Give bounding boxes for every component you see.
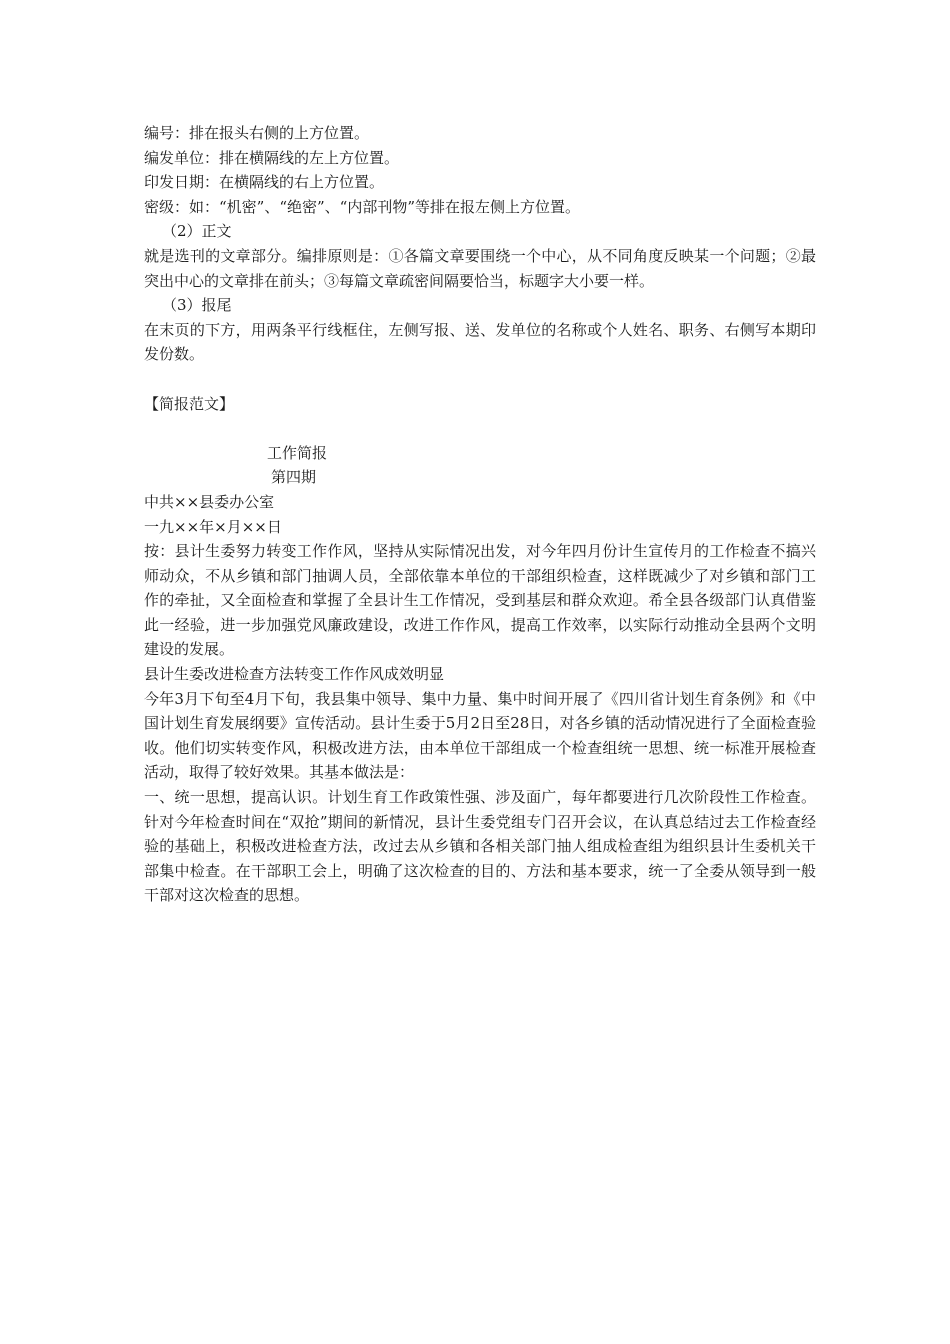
rule-issuer: 编发单位：排在横隔线的左上方位置。 [144, 148, 400, 167]
tail-section-text: 在末页的下方，用两条平行线框住，左侧写报、送、发单位的名称或个人姓名、职务、右侧写本期印发份数。 [144, 320, 816, 364]
rule-secret: 密级：如：“机密”、“绝密”、“内部刊物”等排在报左侧上方位置。 [144, 197, 581, 216]
tail-section-heading: （3）报尾 [162, 296, 232, 315]
spacer [144, 416, 816, 441]
body-section-heading: （2）正文 [162, 222, 232, 241]
article-title: 县计生委改进检查方法转变工作作风成效明显 [144, 665, 445, 684]
article-point-one: 一、统一思想，提高认识。计划生育工作政策性强、涉及面广，每年都要进行几次阶段性工作检查。针对今年检查时间在“双抢”期间的新情况，县计生委党组专门召开会议，在认真总结过去工作检查经验的基础上，积极改进检查方法，改过去从乡镇和各相关部门抽人组成检查组为组织县计生委机关干部集中检查。在干部职工会上，明确了这次检查的目的、方法和基本要求，统一了全委从领导到一般干部对这次检查的思想。 [144, 788, 816, 905]
editor-note: 按：县计生委努力转变工作作风，坚持从实际情况出发，对今年四月份计生宣传月的工作检查不搞兴师动众，不从乡镇和部门抽调人员，全部依靠本单位的干部组织检查，这样既减少了对乡镇和部门工作的牵扯，又全面检查和掌握了全县计生工作情况，受到基层和群众欢迎。希全县各级部门认真借鉴此一经验，进一步加强党风廉政建设，改进工作作风，提高工作效率，以实际行动推动全县两个文明建设的发展。 [144, 542, 816, 659]
rule-number: 编号：排在报头右侧的上方位置。 [144, 124, 370, 142]
spacer [144, 367, 816, 392]
bulletin-issue: 第四期 [271, 468, 317, 487]
document-page [144, 121, 816, 908]
rule-date: 印发日期：在横隔线的右上方位置。 [144, 173, 385, 192]
bulletin-date: 一九××年×月××日 [144, 517, 282, 536]
bulletin-issuer: 中共××县委办公室 [144, 492, 275, 511]
body-section-text: 就是选刊的文章部分。编排原则是：①各篇文章要围绕一个中心，从不同角度反映某一个问题；②最突出中心的文章排在前头；③每篇文章疏密间隔要恰当，标题字大小要一样。 [144, 246, 816, 290]
article-intro: 今年3月下旬至4月下旬，我县集中领导、集中力量、集中时间开展了《四川省计划生育条例》和《中国计划生育发展纲要》宣传活动。县计生委于5月2日至28日，对各乡镇的活动情况进行了全面检查验收。他们切实转变作风，积极改进方法，由本单位干部组成一个检查组统一思想、统一标准开展检查活动，取得了较好效果。其基本做法是： [144, 689, 816, 782]
bulletin-title: 工作简报 [267, 443, 328, 462]
sample-heading: 【简报范文】 [144, 394, 235, 413]
